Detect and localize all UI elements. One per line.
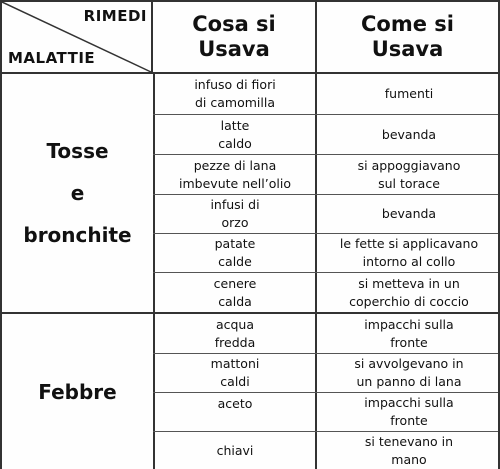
table-cell-usage: bevanda [381,206,437,221]
table-cell-remedy: pezze di lana imbevute nell’olio [179,157,291,191]
header-what-was-used [153,2,317,74]
group-name: Febbre [38,379,117,404]
table-cell-usage: si avvolgevano in un panno di lana [354,356,464,389]
table-cell-usage: fumenti [384,86,434,101]
header-remedies-label: RIMEDI [83,7,147,25]
table-cell-usage: impacchi sulla fronte [364,316,454,350]
table-cell-remedy: chiavi [216,442,254,458]
header-how-text: Come si Usava [361,12,454,61]
group-fever [2,314,155,469]
group-name: Tosse e bronchite [23,139,132,247]
table-cell-remedy: aceto [217,396,253,411]
header-corner-cell [2,2,153,74]
header-diseases-label: MALATTIE [8,49,96,67]
table-cell-remedy: infuso di fiori di camomilla [194,77,276,110]
group-cough-bronchitis [2,74,155,312]
table-cell-remedy: acqua fredda [214,316,256,350]
table-cell-remedy: patate calde [214,236,256,269]
table-cell-usage: le fette si applicavano intorno al collo [339,236,479,269]
table-cell-remedy: latte caldo [218,117,252,151]
table-cell-remedy: cenere calda [213,275,257,309]
header-what-text: Cosa si Usava [192,12,276,61]
table-cell-remedy: infusi di orzo [210,197,260,230]
table-cell-usage: si tenevano in mano [364,433,454,467]
header-how-it-was-used [317,2,500,74]
table-cell-remedy: mattoni caldi [210,356,260,389]
table-cell-usage: si metteva in un coperchio di coccio [349,275,469,309]
table-cell-usage: impacchi sulla fronte [364,395,454,428]
table-cell-usage: bevanda [381,126,437,142]
table-cell-usage: si appoggiavano sul torace [357,157,461,191]
